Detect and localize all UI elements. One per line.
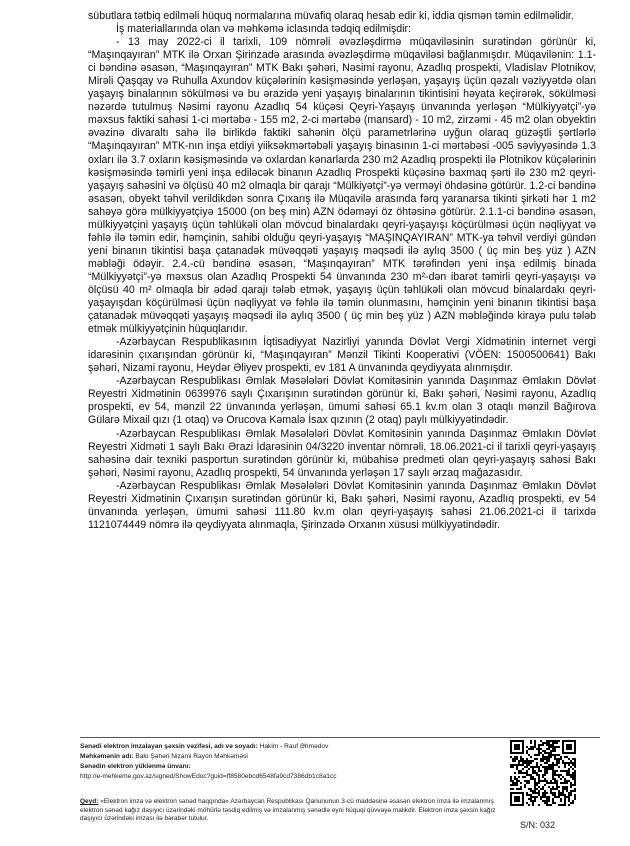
qr-code-icon — [510, 740, 576, 806]
signature-footer — [80, 742, 500, 782]
legal-note — [80, 798, 510, 824]
paragraph: -Azərbaycan Respublikası Əmlak Məsələləri Dövlət Komitəsinin yanında Daşınmaz Əmlakın Dövlət Reyestri Xidmətinin Çıxarışın surətindən görünür ki, Bakı şəhəri, Nəsimi rayonu, Azadlıq prospekti, ev 54 ünvanında yerləşən, ümumi sahəsi 111.80 kv.m olan qeyri-yaşayış sahəsi 21.06.2021-ci il tarixdə 1121074449 nömrə ilə qeydiyyata alınmaqla, Şirinzadə Orxanın xüsusi mülkiyyətindədir. — [88, 479, 596, 531]
paragraph: -Azərbaycan Respublikası Əmlak Məsələləri Dövlət Komitəsinin yanında Daşınmaz Əmlakın Dövlət Reyestri Xidməti 1 saylı Bakı Ərazi İdarəsinin 04/3220 inventar nömrəli, 18.06.2021-ci il tarixli qeyri-yaşayış sahəsinə dair texniki pasportun surətindən görünür ki, mübahisə predmeti olan qeyri-yaşayış sahəsi Bakı şəhəri, Nəsimi rayonu, Azadlıq prospekti, 54 ünvanında yerləşən 17 saylı ərzaq mağazasıdır. — [88, 427, 596, 479]
paragraph: -Azərbaycan Respublikasının İqtisadiyyat Nazirliyi yanında Dövlət Vergi Xidmətinin internet vergi idarəsinin çıxarışından görünür ki, “Maşınqayıran” Mənzil Tikinti Kooperativi (VÖEN: 1500500641) Bakı şəhəri, Nizami rayonu, Heydər Əliyev prospekti, ev 181 A ünvanında qeydiyyata alınmışdır. — [88, 336, 596, 375]
note-text: «Elektron imza və elektron sənəd haqqında» Azərbaycan Respublikası Qanununun 3-cü maddəsinə əsasən elektron imza ilə imzalanmış elektron sənəd kağız daşıyıcı üzərindəki möhürlə təsdiq edilmiş və imzalanmış sənədlə eyni hüquqi qüvvəyə malikdir. Elektron imza şəxsin kağız daşıyıcı üzərindəki imzası ilə bərabər tutulur. — [80, 798, 496, 823]
url-label: Sənədin elektron yüklənmə ünvanı: — [80, 763, 191, 770]
document-body — [88, 10, 596, 532]
signer-label: Sənədi elektron imzalayan şəxsin vəzifəsi, adı və soyadı: — [80, 743, 258, 750]
document-url-link[interactable]: http://e-mehkeme.gov.az/signed/ShowEdoc?guid=ff8580ebcd6548fa9cd7386db1c8a1cc — [80, 773, 337, 780]
url-label-row — [80, 762, 500, 772]
paragraph: sübutlara tətbiq edilməli hüquq normalarına müvafiq olaraq hesab edir ki, iddia qismən təmin edilməlidir. — [88, 10, 574, 22]
note-label: Qeyd: — [80, 798, 99, 805]
signer-row — [80, 742, 500, 752]
url-row[interactable] — [80, 772, 500, 782]
footer-divider — [80, 737, 600, 738]
paragraph: - 13 may 2022-ci il tarixli, 109 nömrəli əvəzləşdirmə müqaviləsinin surətindən görünür ki, “Maşınqayıran” MTK ilə Orxan Şirinzadə arasında əvəzləşdirmə müqaviləsi bağlanmışdır. Müqavilənin: 1.1-ci bəndinə əsasən, “Maşınqayıran” MTK Bakı şəhəri, Nəsimi rayonu, Azadlıq prospekti, Vladislav Plotnikov, Mirəli Qaşqay və Ruhulla Axundov küçələrinin kəsişməsində yerləşən, yaşayış üçün qəzalı vəziyyətdə olan yaşayış binalarının sökülməsi və bu ərazidə yeni yaşayış binalarının tikintisini həyata keçirərək, sökülməsi nəzərdə tutulmuş Nəsimi rayonu Azadlıq 54 küçəsi Qeyri-Yaşayış ünvanında yerləşən “Mülkiyyətçi”-yə məxsus faktiki sahəsi 1-ci mərtəbə - 155 m2, 2-ci mərtəbə (mansard) - 10 m2, zirzəmi - 45 m2 olan obyektin əvəzinə divaraltı sahə ilə birlikdə faktiki sahənin ölçü parametrlərinə uyğun olaraq güzəştli şərtlərlə “Maşınqayıran” MTK-nın inşa etdiyi yiiksəkmərtəbəli yaşayış binasının 1-ci mərtəbəsi -005 səviyyəsində 1.3 oxları ilə 3.7 oxların kəsişməsində və oxlardan kənarlarda 230 m2 Azadlıq prospekti ilə Plotnikov küçələrinin kəsişməsində təmirli yeni inşa ediləcək binanın Azadlıq Prospekti küçəsinə baxmaq şərti ilə 230 m2 qeyri-yaşayış sahəsini və ölçüsü 40 m2 olmaqla bir qarajı “Mülkiyətçi”-yə verməyi öhdəsinə götürür. 1.2-ci bəndinə əsasən, obyekt təhvil verildikdən sonra Çıxarış ilə Müqavilə arasında fərq yaranarsa tikinti şirkəti hər 1 m2 sahəyə görə mülkiyyətçiyə 15000 (on beş min) AZN ödəməyi öz öhtəsinə götürür. 2.1.1-ci bəndinə əsasən, mülkiyyətçini yaşayış üçün təhlükəli olan mövcud binalardakı qeyri-yaşayışı köçürülməsi üçün nəqliyyat və fəhlə ilə təmin edir, həmçinin, sahibi olduğu qeyri-yaşayış “MAŞINQAYIRAN” MTK-ya təhvil verdiyi gündən yeni binanın tikintisi başa çatanadək müvəqqəti yaşayış məqsədi ilə aylıq 3500 ( üç min beş yüz ) AZN məbləği ödəyir. 2.4.-cü bəndinə əsasən, “Maşınqayıran” MTK tərəfindən yeni inşa edilmiş binada “Mülkiyyətçi”-yə məxsus olan Azadlıq Prospekti 54 ünvanında 230 m²-dən ibarət təmirli qeyri-yaşayışı və ölçüsü 40 m² olmaqla bir ədəd qarajı tələb etmək, yaşayış üçün təhlükəli olan mövcud binalardakı qeyri-yaşayışdan köçürülməsi üçün nəqliyyat və fəhlə ilə təmin olunmasını, həmçinin yeni binanın tikintisi başa çatanadək müvəqqəti yaşayış məqsədi ilə aylıq 3500 ( üç min beş yüz ) AZN məbləğində kirayə pulu tələb etmək mülkiyyətçinin hüquqlarıdır. — [88, 36, 596, 336]
court-row — [80, 752, 500, 762]
signer-value: Hakim - Rauf Əhmədov — [259, 743, 329, 750]
serial-number: S/N: 032 — [520, 820, 556, 830]
paragraph: İş materiallarında olan və məhkəmə iclasında tədqiq edilmişdir: — [116, 23, 412, 36]
court-value: Bakı Şəhəri Nizami Rayon Məhkəməsi — [135, 753, 248, 760]
paragraph: -Azərbaycan Respublikası Əmlak Məsələləri Dövlət Komitəsinin yanında Daşınmaz Əmlakın Dövlət Reyestri Xidmətinin 0639976 saylı Çıxarışının surətindən görünür ki, Bakı şəhəri, Nəsimi rayonu, Azadlıq prospekti, ev 54, mənzil 22 ünvanında yerləşən, ümumi sahəsi 65.1 kv.m olan 3 otaqlı mənzil Bağırova Gülarə Mixail qızı (1 otaq) və Orucova Kəmalə İsax qızının (2 otaq) paylı mülkiyyətindədir. — [88, 375, 596, 427]
court-label: Məhkəmənin adı: — [80, 753, 134, 760]
